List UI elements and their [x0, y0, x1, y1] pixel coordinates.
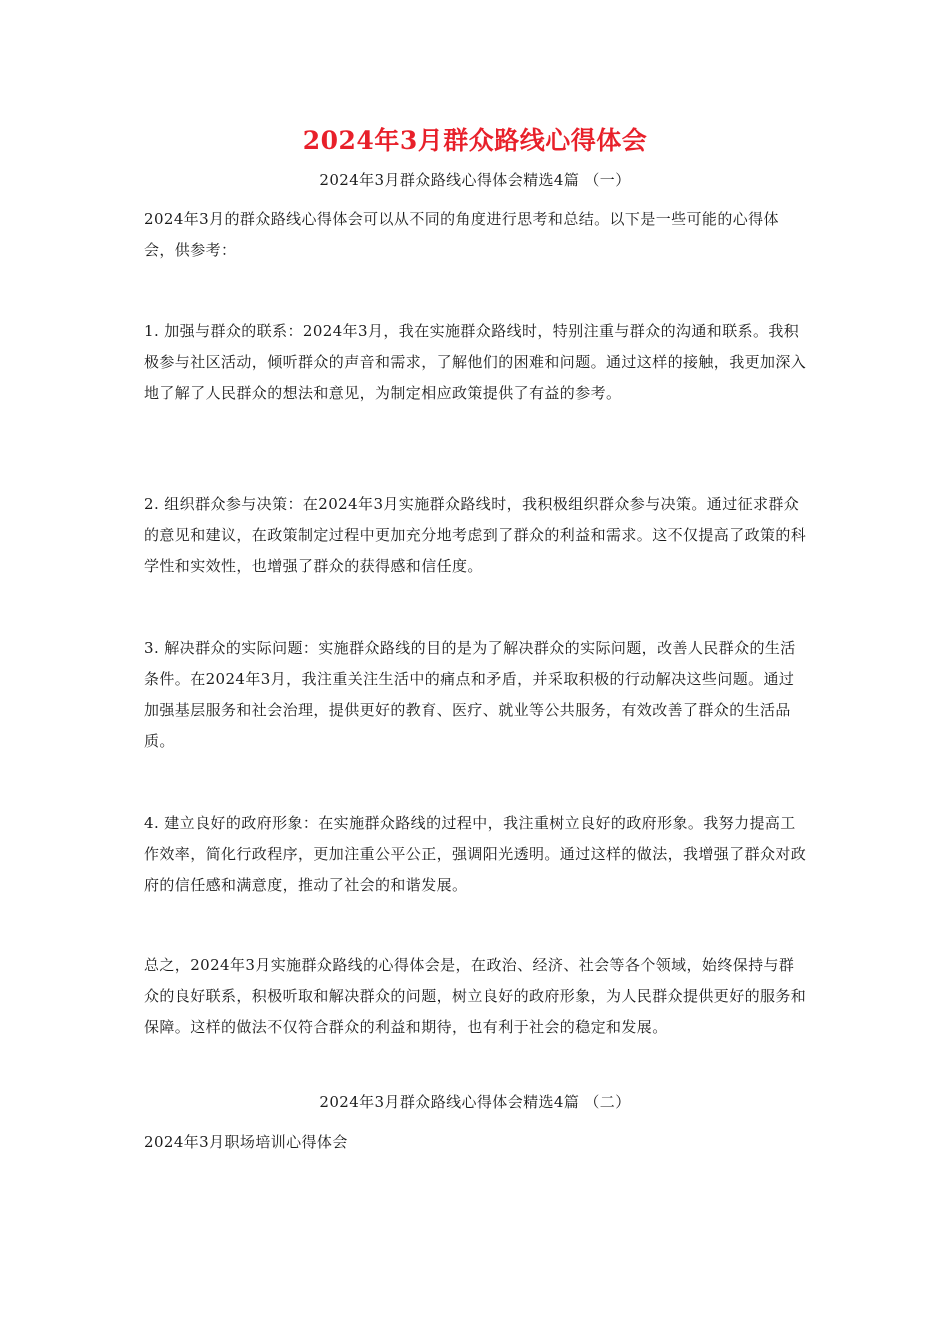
section-heading-2: 2024年3月群众路线心得体会精选4篇 （二） — [319, 1093, 631, 1111]
document-title: 2024年3月群众路线心得体会 — [302, 125, 648, 155]
point-paragraph-3: 3. 解决群众的实际问题：实施群众路线的目的是为了解决群众的实际问题，改善人民群众的生活条件。在2024年3月，我注重关注生活中的痛点和矛盾，并采取积极的行动解决这些问题。通过加强基层服务和社会治理，提供更好的教育、医疗、就业等公共服务，有效改善了群众的生活品质。 — [144, 639, 796, 750]
section2-first-line: 2024年3月职场培训心得体会 — [144, 1133, 348, 1151]
section-heading-1: 2024年3月群众路线心得体会精选4篇 （一） — [319, 171, 631, 189]
intro-paragraph: 2024年3月的群众路线心得体会可以从不同的角度进行思考和总结。以下是一些可能的心得体会，供参考： — [144, 210, 779, 259]
point-paragraph-1: 1. 加强与群众的联系：2024年3月，我在实施群众路线时，特别注重与群众的沟通和联系。我积极参与社区活动，倾听群众的声音和需求，了解他们的困难和问题。通过这样的接触，我更加深入地了解了人民群众的想法和意见，为制定相应政策提供了有益的参考。 — [144, 322, 807, 402]
point-paragraph-4: 4. 建立良好的政府形象：在实施群众路线的过程中，我注重树立良好的政府形象。我努力提高工作效率，简化行政程序，更加注重公平公正，强调阳光透明。通过这样的做法，我增强了群众对政府的信任感和满意度，推动了社会的和谐发展。 — [144, 814, 807, 894]
point-paragraph-2: 2. 组织群众参与决策：在2024年3月实施群众路线时，我积极组织群众参与决策。通过征求群众的意见和建议，在政策制定过程中更加充分地考虑到了群众的利益和需求。这不仅提高了政策的科学性和实效性，也增强了群众的获得感和信任度。 — [144, 495, 807, 575]
summary-paragraph: 总之，2024年3月实施群众路线的心得体会是，在政治、经济、社会等各个领域，始终保持与群众的良好联系，积极听取和解决群众的问题，树立良好的政府形象，为人民群众提供更好的服务和保障。这样的做法不仅符合群众的利益和期待，也有利于社会的稳定和发展。 — [144, 956, 807, 1036]
